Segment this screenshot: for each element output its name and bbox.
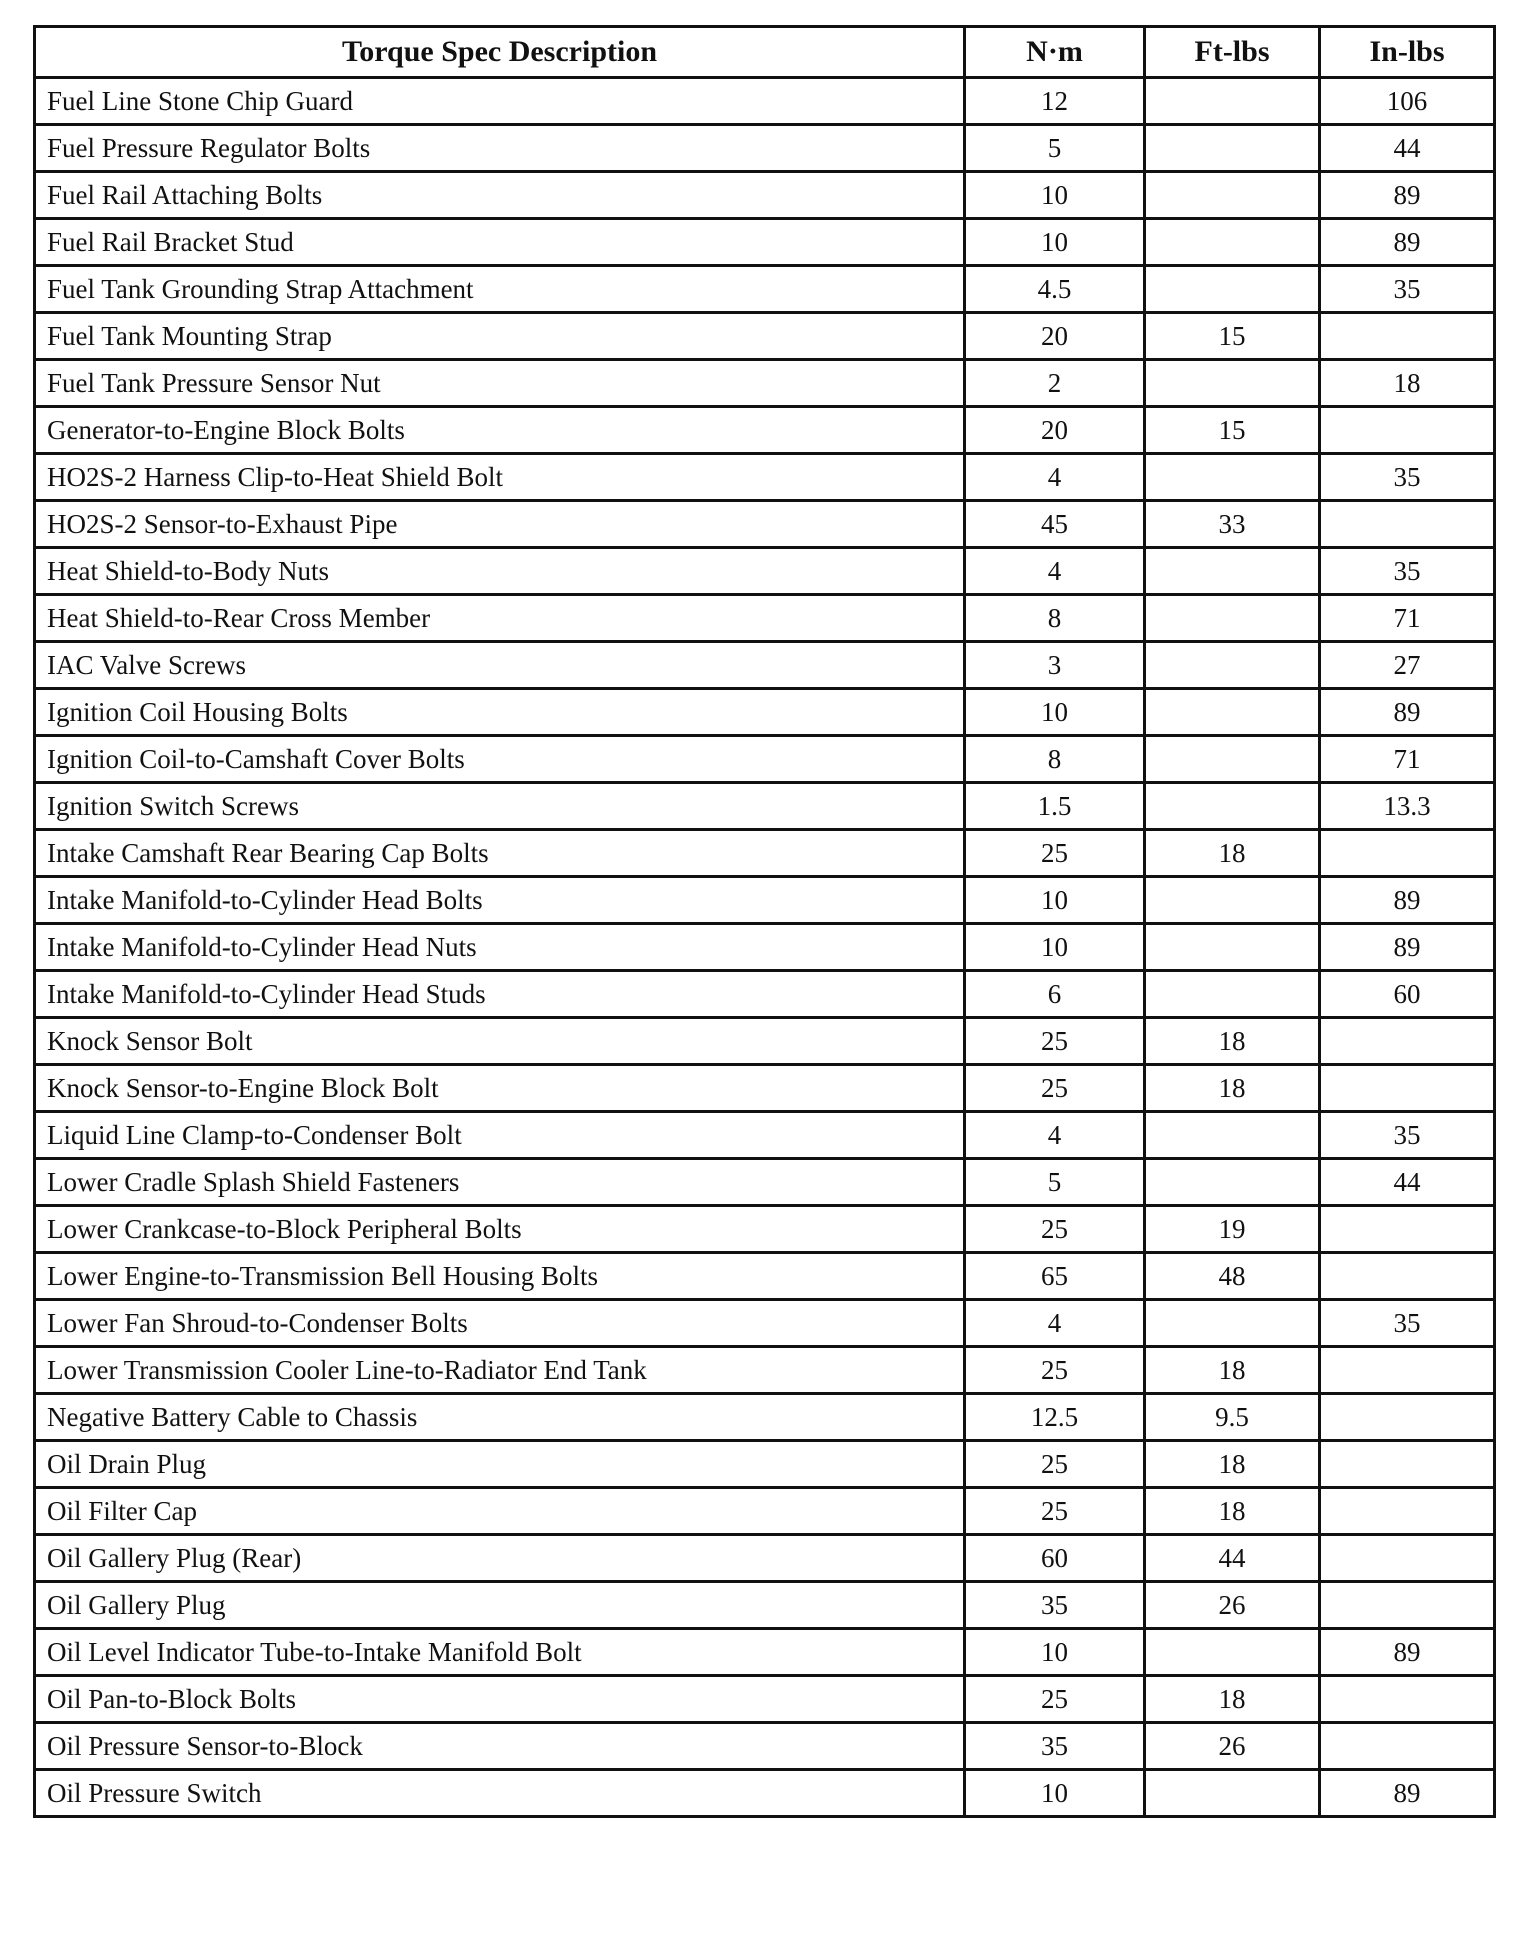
cell-description: Intake Manifold-to-Cylinder Head Studs <box>35 971 965 1018</box>
cell-ftlbs: 33 <box>1145 501 1320 548</box>
cell-nm: 8 <box>965 595 1145 642</box>
cell-nm: 45 <box>965 501 1145 548</box>
table-row <box>35 1065 1495 1112</box>
cell-ftlbs <box>1145 642 1320 689</box>
cell-description: Fuel Tank Pressure Sensor Nut <box>35 360 965 407</box>
cell-inlbs <box>1320 1065 1495 1112</box>
cell-ftlbs: 15 <box>1145 313 1320 360</box>
table-row <box>35 689 1495 736</box>
cell-description: Ignition Coil-to-Camshaft Cover Bolts <box>35 736 965 783</box>
cell-ftlbs: 9.5 <box>1145 1394 1320 1441</box>
table-row <box>35 830 1495 877</box>
cell-nm: 4 <box>965 548 1145 595</box>
table-body <box>35 78 1495 1817</box>
cell-inlbs <box>1320 313 1495 360</box>
cell-description: Lower Crankcase-to-Block Peripheral Bolts <box>35 1206 965 1253</box>
table-row <box>35 1488 1495 1535</box>
cell-ftlbs <box>1145 360 1320 407</box>
table-row <box>35 1723 1495 1770</box>
cell-ftlbs: 18 <box>1145 1018 1320 1065</box>
cell-nm: 25 <box>965 1065 1145 1112</box>
cell-ftlbs: 18 <box>1145 1347 1320 1394</box>
table-row <box>35 1253 1495 1300</box>
table-row <box>35 1582 1495 1629</box>
cell-nm: 25 <box>965 1347 1145 1394</box>
cell-ftlbs <box>1145 125 1320 172</box>
table-row <box>35 407 1495 454</box>
cell-inlbs: 44 <box>1320 1159 1495 1206</box>
cell-inlbs: 89 <box>1320 1770 1495 1817</box>
cell-inlbs: 35 <box>1320 454 1495 501</box>
table-row <box>35 454 1495 501</box>
cell-description: HO2S-2 Sensor-to-Exhaust Pipe <box>35 501 965 548</box>
cell-description: Knock Sensor-to-Engine Block Bolt <box>35 1065 965 1112</box>
cell-ftlbs <box>1145 924 1320 971</box>
cell-description: Oil Pressure Sensor-to-Block <box>35 1723 965 1770</box>
cell-ftlbs <box>1145 1112 1320 1159</box>
cell-description: Oil Gallery Plug (Rear) <box>35 1535 965 1582</box>
cell-nm: 12.5 <box>965 1394 1145 1441</box>
cell-description: Ignition Coil Housing Bolts <box>35 689 965 736</box>
cell-inlbs: 35 <box>1320 1112 1495 1159</box>
table-row <box>35 1206 1495 1253</box>
table-row <box>35 501 1495 548</box>
cell-inlbs <box>1320 1018 1495 1065</box>
cell-inlbs <box>1320 830 1495 877</box>
cell-description: Fuel Rail Bracket Stud <box>35 219 965 266</box>
cell-nm: 8 <box>965 736 1145 783</box>
cell-ftlbs <box>1145 548 1320 595</box>
cell-nm: 60 <box>965 1535 1145 1582</box>
table-row <box>35 1300 1495 1347</box>
header-row <box>35 27 1495 78</box>
cell-description: Intake Camshaft Rear Bearing Cap Bolts <box>35 830 965 877</box>
cell-inlbs: 44 <box>1320 125 1495 172</box>
cell-ftlbs: 26 <box>1145 1582 1320 1629</box>
table-row <box>35 971 1495 1018</box>
cell-ftlbs <box>1145 219 1320 266</box>
table-row <box>35 595 1495 642</box>
cell-nm: 25 <box>965 1441 1145 1488</box>
table-row <box>35 313 1495 360</box>
cell-description: Intake Manifold-to-Cylinder Head Nuts <box>35 924 965 971</box>
cell-ftlbs: 18 <box>1145 830 1320 877</box>
cell-description: IAC Valve Screws <box>35 642 965 689</box>
cell-ftlbs: 48 <box>1145 1253 1320 1300</box>
table-row <box>35 736 1495 783</box>
cell-inlbs: 71 <box>1320 595 1495 642</box>
table-row <box>35 219 1495 266</box>
cell-nm: 5 <box>965 1159 1145 1206</box>
cell-inlbs: 27 <box>1320 642 1495 689</box>
cell-inlbs: 35 <box>1320 1300 1495 1347</box>
table-row <box>35 1018 1495 1065</box>
cell-nm: 10 <box>965 1629 1145 1676</box>
cell-nm: 10 <box>965 877 1145 924</box>
table-row <box>35 172 1495 219</box>
cell-ftlbs: 15 <box>1145 407 1320 454</box>
cell-description: Intake Manifold-to-Cylinder Head Bolts <box>35 877 965 924</box>
cell-ftlbs <box>1145 172 1320 219</box>
cell-inlbs: 18 <box>1320 360 1495 407</box>
cell-ftlbs <box>1145 1770 1320 1817</box>
cell-inlbs: 60 <box>1320 971 1495 1018</box>
cell-nm: 10 <box>965 924 1145 971</box>
cell-inlbs: 89 <box>1320 689 1495 736</box>
table-row <box>35 642 1495 689</box>
cell-nm: 10 <box>965 219 1145 266</box>
cell-ftlbs: 26 <box>1145 1723 1320 1770</box>
header-nm: N·m <box>965 27 1145 78</box>
cell-description: Lower Engine-to-Transmission Bell Housing Bolts <box>35 1253 965 1300</box>
cell-inlbs: 89 <box>1320 877 1495 924</box>
cell-ftlbs <box>1145 78 1320 125</box>
cell-description: Heat Shield-to-Body Nuts <box>35 548 965 595</box>
table-row <box>35 1441 1495 1488</box>
cell-nm: 35 <box>965 1582 1145 1629</box>
cell-inlbs <box>1320 1347 1495 1394</box>
cell-inlbs: 35 <box>1320 266 1495 313</box>
cell-description: Fuel Pressure Regulator Bolts <box>35 125 965 172</box>
cell-description: Generator-to-Engine Block Bolts <box>35 407 965 454</box>
cell-inlbs <box>1320 1206 1495 1253</box>
cell-description: Oil Pan-to-Block Bolts <box>35 1676 965 1723</box>
cell-nm: 5 <box>965 125 1145 172</box>
cell-ftlbs: 18 <box>1145 1676 1320 1723</box>
cell-inlbs <box>1320 1535 1495 1582</box>
table-row <box>35 125 1495 172</box>
cell-description: Fuel Tank Grounding Strap Attachment <box>35 266 965 313</box>
cell-ftlbs <box>1145 689 1320 736</box>
table-row <box>35 78 1495 125</box>
cell-nm: 25 <box>965 1018 1145 1065</box>
cell-inlbs <box>1320 407 1495 454</box>
header-inlbs: In-lbs <box>1320 27 1495 78</box>
cell-inlbs: 106 <box>1320 78 1495 125</box>
cell-ftlbs <box>1145 1300 1320 1347</box>
cell-description: Fuel Line Stone Chip Guard <box>35 78 965 125</box>
cell-ftlbs <box>1145 595 1320 642</box>
cell-ftlbs: 44 <box>1145 1535 1320 1582</box>
cell-ftlbs <box>1145 1629 1320 1676</box>
cell-description: Oil Level Indicator Tube-to-Intake Manifold Bolt <box>35 1629 965 1676</box>
table-row <box>35 1394 1495 1441</box>
table-header <box>35 27 1495 78</box>
cell-description: Lower Fan Shroud-to-Condenser Bolts <box>35 1300 965 1347</box>
cell-inlbs <box>1320 1488 1495 1535</box>
cell-ftlbs: 19 <box>1145 1206 1320 1253</box>
table-row <box>35 548 1495 595</box>
table-row <box>35 1770 1495 1817</box>
cell-description: Negative Battery Cable to Chassis <box>35 1394 965 1441</box>
cell-nm: 1.5 <box>965 783 1145 830</box>
cell-description: HO2S-2 Harness Clip-to-Heat Shield Bolt <box>35 454 965 501</box>
cell-nm: 4 <box>965 1300 1145 1347</box>
table-row <box>35 924 1495 971</box>
cell-inlbs <box>1320 1441 1495 1488</box>
cell-nm: 4.5 <box>965 266 1145 313</box>
table-row <box>35 1159 1495 1206</box>
cell-description: Oil Pressure Switch <box>35 1770 965 1817</box>
cell-nm: 10 <box>965 689 1145 736</box>
cell-nm: 25 <box>965 1488 1145 1535</box>
cell-inlbs: 35 <box>1320 548 1495 595</box>
cell-ftlbs <box>1145 877 1320 924</box>
cell-ftlbs <box>1145 454 1320 501</box>
cell-ftlbs <box>1145 783 1320 830</box>
cell-description: Oil Drain Plug <box>35 1441 965 1488</box>
header-ftlbs: Ft-lbs <box>1145 27 1320 78</box>
cell-nm: 65 <box>965 1253 1145 1300</box>
table-row <box>35 1676 1495 1723</box>
cell-description: Heat Shield-to-Rear Cross Member <box>35 595 965 642</box>
table-row <box>35 783 1495 830</box>
cell-nm: 25 <box>965 1676 1145 1723</box>
torque-spec-sheet <box>33 25 1493 1818</box>
table-row <box>35 1535 1495 1582</box>
cell-nm: 20 <box>965 313 1145 360</box>
cell-inlbs <box>1320 1253 1495 1300</box>
cell-nm: 10 <box>965 172 1145 219</box>
cell-inlbs: 71 <box>1320 736 1495 783</box>
cell-inlbs: 89 <box>1320 924 1495 971</box>
cell-inlbs: 89 <box>1320 172 1495 219</box>
cell-nm: 2 <box>965 360 1145 407</box>
table-row <box>35 1629 1495 1676</box>
cell-description: Lower Cradle Splash Shield Fasteners <box>35 1159 965 1206</box>
cell-nm: 35 <box>965 1723 1145 1770</box>
cell-nm: 12 <box>965 78 1145 125</box>
cell-nm: 20 <box>965 407 1145 454</box>
cell-nm: 10 <box>965 1770 1145 1817</box>
header-description: Torque Spec Description <box>35 27 965 78</box>
cell-description: Fuel Rail Attaching Bolts <box>35 172 965 219</box>
cell-inlbs <box>1320 501 1495 548</box>
table-row <box>35 1112 1495 1159</box>
cell-description: Fuel Tank Mounting Strap <box>35 313 965 360</box>
cell-inlbs: 89 <box>1320 1629 1495 1676</box>
cell-inlbs: 13.3 <box>1320 783 1495 830</box>
cell-ftlbs: 18 <box>1145 1065 1320 1112</box>
cell-ftlbs: 18 <box>1145 1441 1320 1488</box>
table-row <box>35 1347 1495 1394</box>
cell-nm: 25 <box>965 830 1145 877</box>
cell-inlbs: 89 <box>1320 219 1495 266</box>
cell-ftlbs: 18 <box>1145 1488 1320 1535</box>
cell-nm: 3 <box>965 642 1145 689</box>
cell-description: Oil Filter Cap <box>35 1488 965 1535</box>
cell-description: Ignition Switch Screws <box>35 783 965 830</box>
cell-ftlbs <box>1145 971 1320 1018</box>
cell-ftlbs <box>1145 1159 1320 1206</box>
cell-inlbs <box>1320 1723 1495 1770</box>
torque-spec-table <box>33 25 1496 1818</box>
table-row <box>35 877 1495 924</box>
cell-ftlbs <box>1145 266 1320 313</box>
cell-description: Lower Transmission Cooler Line-to-Radiator End Tank <box>35 1347 965 1394</box>
cell-inlbs <box>1320 1582 1495 1629</box>
cell-nm: 6 <box>965 971 1145 1018</box>
cell-description: Oil Gallery Plug <box>35 1582 965 1629</box>
table-row <box>35 266 1495 313</box>
cell-ftlbs <box>1145 736 1320 783</box>
table-row <box>35 360 1495 407</box>
cell-inlbs <box>1320 1676 1495 1723</box>
cell-description: Knock Sensor Bolt <box>35 1018 965 1065</box>
cell-nm: 4 <box>965 1112 1145 1159</box>
cell-inlbs <box>1320 1394 1495 1441</box>
cell-nm: 25 <box>965 1206 1145 1253</box>
cell-description: Liquid Line Clamp-to-Condenser Bolt <box>35 1112 965 1159</box>
cell-nm: 4 <box>965 454 1145 501</box>
